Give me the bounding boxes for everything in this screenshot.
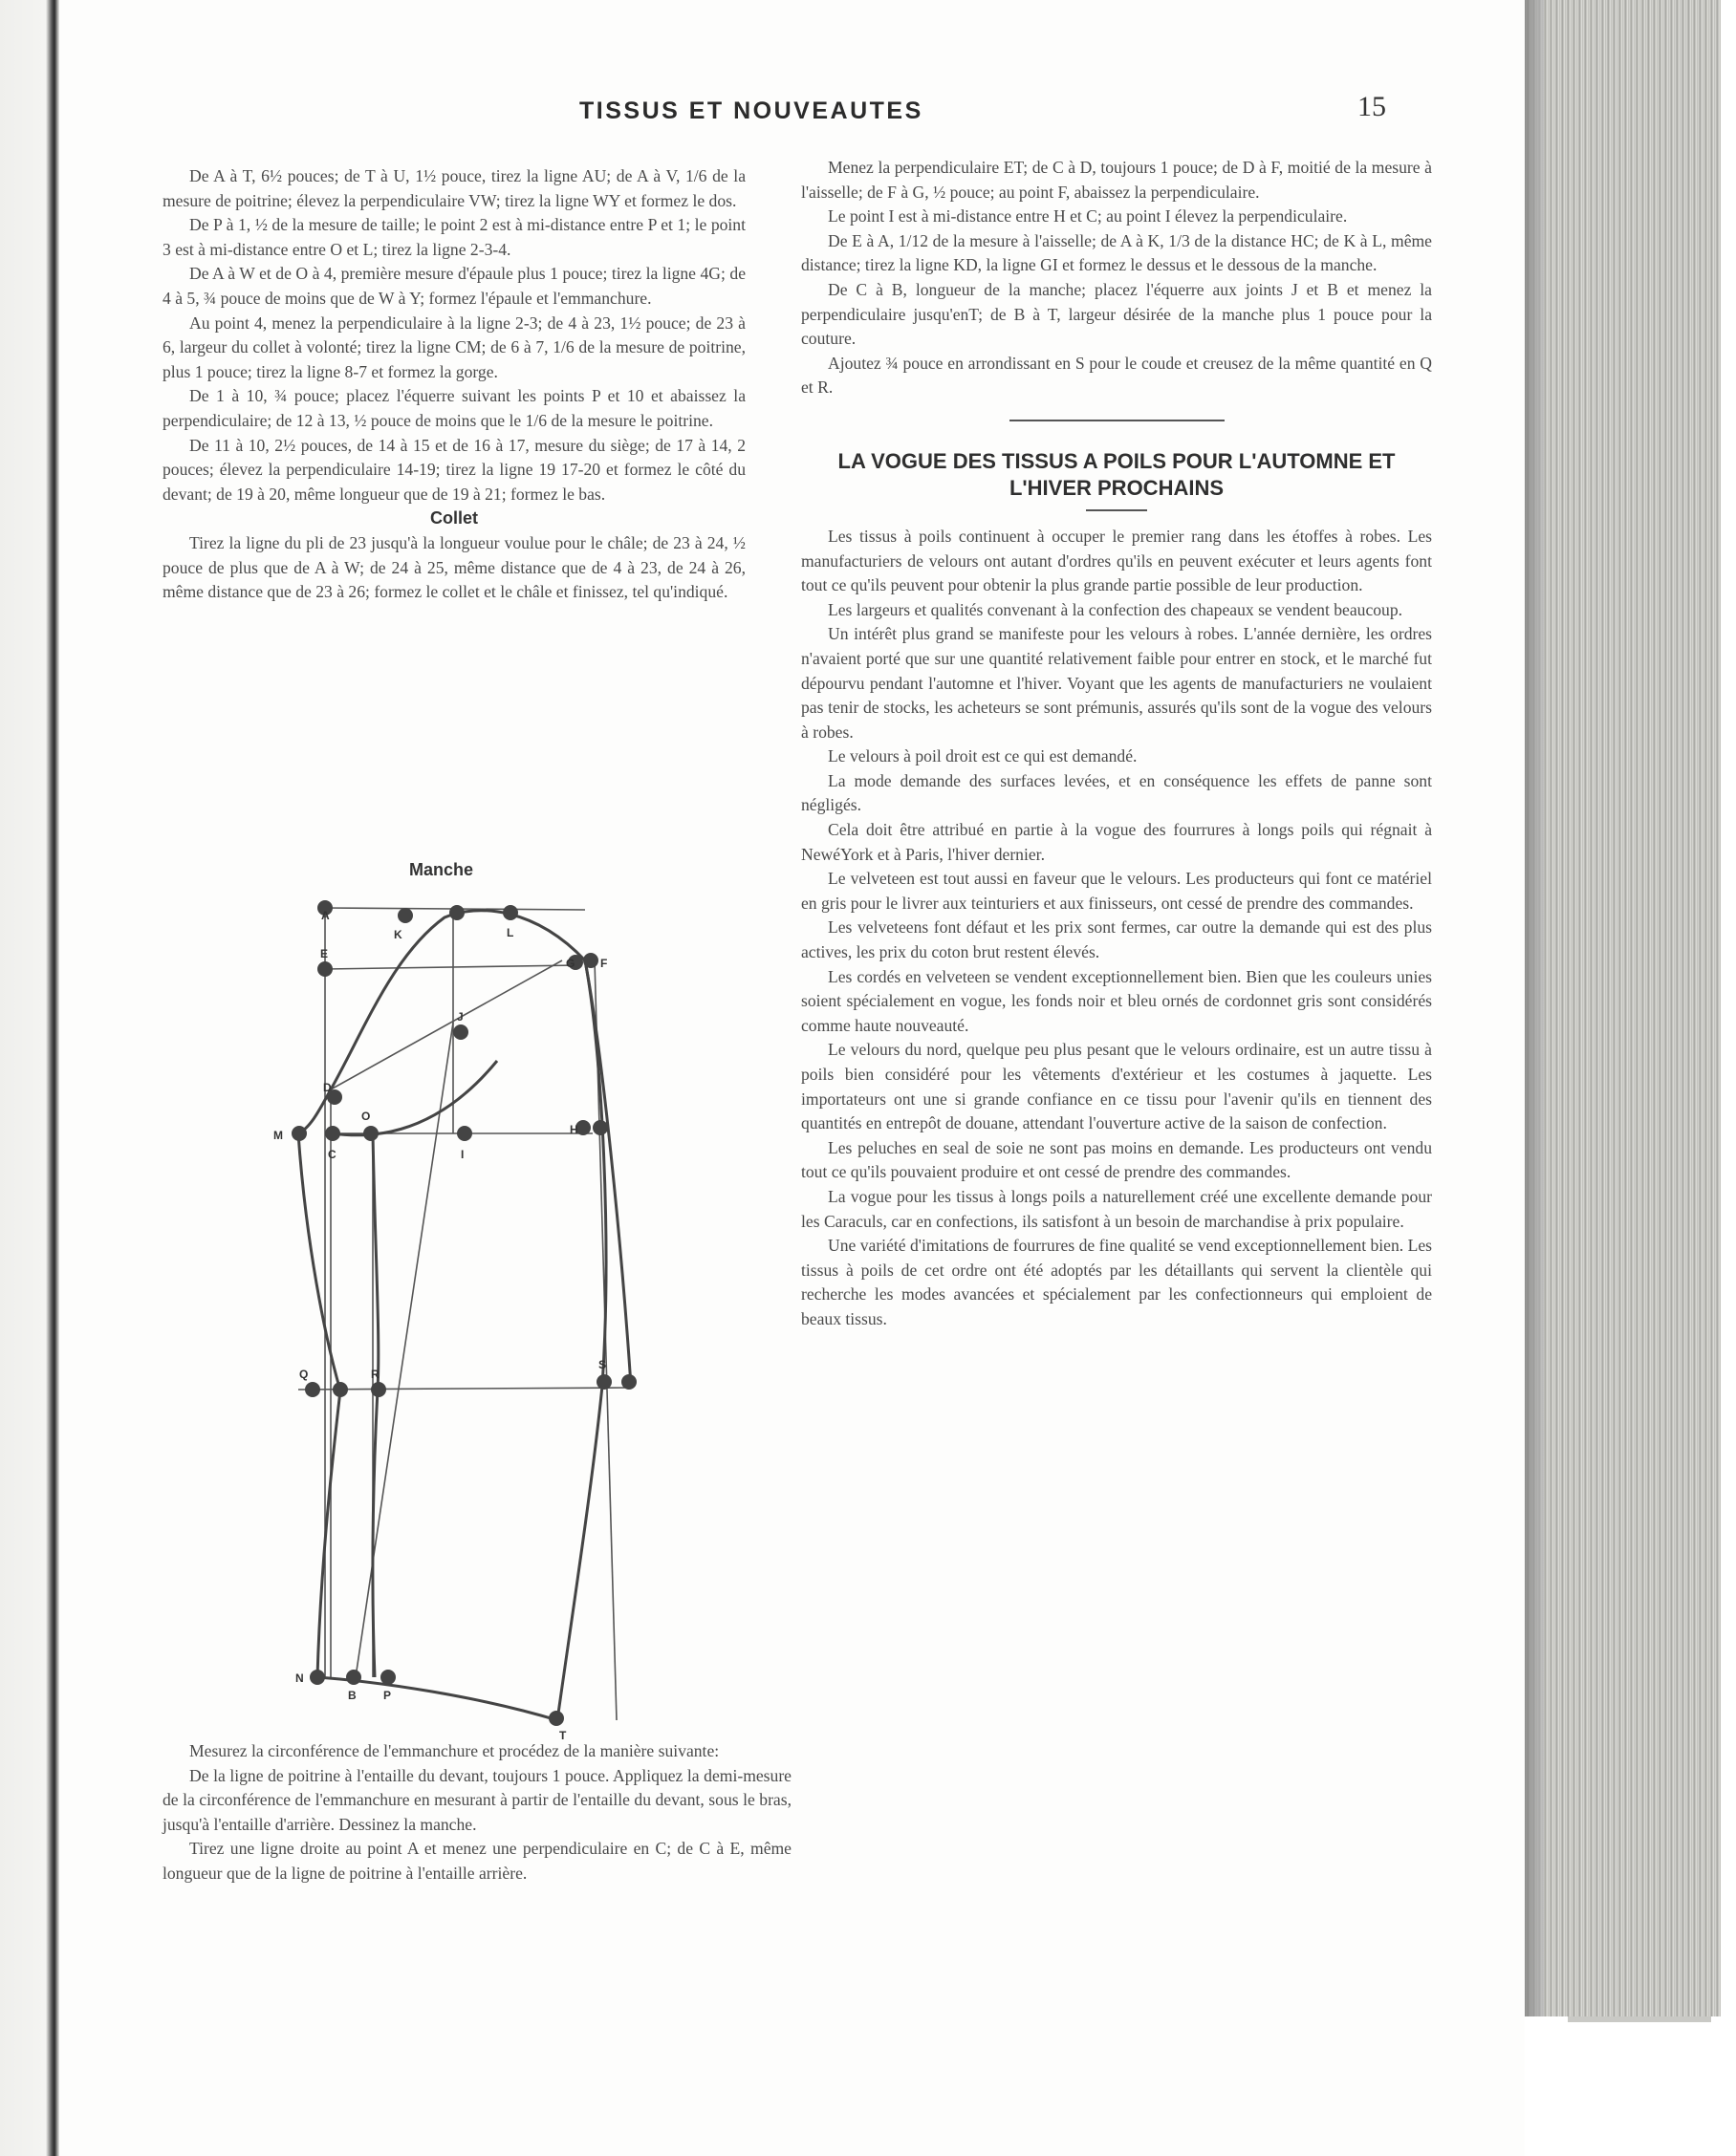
book-page-edges: [1525, 0, 1721, 2016]
paragraph: Le velours du nord, quelque peu plus pesant que le velours ordinaire, est un autre tissu à poils bien considéré pour les vêtements d'extérieur et les costumes à jaquette. Les importateurs ont une si grande confiance en ce tissu pour l'avenir qu'ils en tiennent des quantités en entrepôt de douane, attendant l'ouverture active de la saison de confection.: [801, 1040, 1432, 1133]
sleeve-pattern-diagram: [268, 894, 669, 1742]
paragraph: Au point 4, menez la perpendiculaire à la ligne 2-3; de 4 à 23, 1½ pouce; de 23 à 6, largeur du collet à volonté; tirez la ligne CM; de 6 à 7, 1/6 de la mesure de poitrine, plus 1 pouce; tirez la ligne 8-7 et formez la gorge.: [163, 313, 746, 381]
point-label-k: K: [394, 928, 402, 941]
paragraph: De C à B, longueur de la manche; placez l'équerre aux joints J et B et menez la perpendiculaire jusqu'enT; de B à T, largeur désirée de la manche plus 1 pouce pour la couture.: [801, 279, 1432, 349]
paragraph: Tirez une ligne droite au point A et menez une perpendiculaire en C; de C à E, même longueur que de la ligne de poitrine à l'entaille arrière.: [163, 1839, 792, 1883]
left-column: [163, 164, 746, 605]
paragraph: Le velveteen est tout aussi en faveur que le velours. Les producteurs qui font ce matériel en gris pour le livrer aux teinturiers et aux finisseurs, ont cessé de prendre des commandes.: [801, 869, 1432, 913]
point-label-a: A: [321, 909, 330, 922]
point-label-r: R: [371, 1368, 380, 1381]
page-number: 15: [1357, 91, 1386, 122]
point-label-c: C: [328, 1148, 336, 1161]
point-label-d: D: [323, 1081, 332, 1094]
paragraph: Le velours à poil droit est ce qui est demandé.: [828, 746, 1138, 766]
paragraph: De 1 à 10, ¾ pouce; placez l'équerre suivant les points P et 10 et abaissez la perpendiculaire; de 12 à 13, ½ pouce de moins que le 1/6 de la mesure le poitrine.: [163, 386, 746, 430]
paragraph: Les largeurs et qualités convenant à la confection des chapeaux se vendent beaucoup.: [828, 599, 1403, 619]
point-label-p: P: [383, 1689, 392, 1702]
paragraph: Mesurez la circonférence de l'emmanchure et procédez de la manière suivante:: [189, 1741, 720, 1760]
paragraph: Menez la perpendiculaire ET; de C à D, toujours 1 pouce; de D à F, moitié de la mesure à l'aisselle; de F à G, ½ pouce; au point F, abaissez la perpendiculaire.: [801, 158, 1432, 202]
book-edge-shadow: [1525, 0, 1544, 2016]
paragraph: De P à 1, ½ de la mesure de taille; le point 2 est à mi-distance entre P et 1; le point 3 est à mi-distance entre O et L; tirez la ligne 2-3-4.: [163, 215, 746, 259]
paragraph: Une variété d'imitations de fourrures de fine qualité se vend exceptionnellement bien. Les tissus à poils de cet ordre ont été adoptés par les détaillants qui servent la clientèle qui recherche les modes avancées et spécialement par les confectionneurs qui emploient de beaux tissus.: [801, 1236, 1432, 1328]
point-label-q: Q: [299, 1368, 309, 1381]
left-column-bottom: [163, 1739, 792, 1886]
point-label-i: I: [461, 1148, 465, 1161]
paragraph: De E à A, 1/12 de la mesure à l'aisselle; de A à K, 1/3 de la distance HC; de K à L, même distance; tirez la ligne KD, la ligne GI et formez le dessus et le dessous de la manche.: [801, 230, 1432, 275]
point-label-t: T: [559, 1729, 567, 1742]
paragraph: Les tissus à poils continuent à occuper le premier rang dans les étoffes à robes. Les manufacturiers de velours ont autant d'ordres qu'ils en peuvent exécuter et leurs agents font tout ce qu'ils peuvent pour obtenir la plus grande partie possible de leur production.: [801, 526, 1432, 595]
point-label-b: B: [348, 1689, 357, 1702]
point-label-o: O: [361, 1110, 371, 1123]
article-title: LA VOGUE DES TISSUS A POILS POUR L'AUTOMNE ET L'HIVER PROCHAINS: [837, 448, 1396, 500]
point-label-h: H: [570, 1123, 578, 1136]
point-label-s: S: [598, 1358, 607, 1371]
right-column: [801, 156, 1432, 1332]
paragraph: Les velveteens font défaut et les prix sont fermes, car outre la demande qui est des plus actives, les prix du coton brut restent élevés.: [801, 917, 1432, 962]
paragraph: De A à W et de O à 4, première mesure d'épaule plus 1 pouce; tirez la ligne 4G; de 4 à 5, ¾ pouce de moins que de W à Y; formez l'épaule et l'emmanchure.: [163, 264, 746, 308]
running-header-title: TISSUS ET NOUVEAUTES: [579, 97, 923, 124]
paragraph: La mode demande des surfaces levées, et en conséquence les effets de panne sont négligés.: [801, 770, 1432, 815]
title-underline: [1086, 509, 1147, 511]
point-label-e: E: [320, 947, 329, 960]
point-label-n: N: [295, 1671, 304, 1685]
paragraph: Un intérêt plus grand se manifeste pour les velours à robes. L'année dernière, les ordres n'avaient porté que sur une quantité relativement faible pour entrer en stock, et le marché fut dépourvu pendant l'automne et l'hiver. Voyant que les agents de manufacturiers ne voulaient pas tenir de stocks, les acheteurs se sont prémunis, assurés qu'ils sont de la vogue des velours à robes.: [801, 624, 1432, 742]
section-divider: [1009, 420, 1225, 421]
paragraph: De la ligne de poitrine à l'entaille du devant, toujours 1 pouce. Appliquez la demi-mesure de la circonférence de l'emmanchure en mesurant à partir de l'entaille du devant, sous le bras, jusqu'à l'entaille d'arrière. Dessinez la manche.: [163, 1765, 792, 1834]
paragraph: Les cordés en velveteen se vendent exceptionnellement bien. Bien que les couleurs unies soient spécialement en vogue, les fonds noir et bleu ornés de cordonnet gris sont considérés comme haute nouveauté.: [801, 966, 1432, 1035]
book-edge-bottom: [1568, 2016, 1711, 2022]
point-label-f: F: [600, 957, 608, 970]
diagram-heading: Manche: [409, 860, 474, 879]
paragraph: La vogue pour les tissus à longs poils a naturellement créé une excellente demande pour les Caraculs, car en confections, ils satisfont à un besoin de marchandise à prix populaire.: [801, 1186, 1432, 1231]
collet-heading: Collet: [429, 508, 478, 528]
paragraph: Cela doit être attribué en partie à la vogue des fourrures à longs poils qui régnait à NewéYork et à Paris, l'hiver dernier.: [801, 820, 1432, 864]
paragraph: Le point I est à mi-distance entre H et C; au point I élevez la perpendiculaire.: [828, 206, 1348, 226]
book-gutter-left: [0, 0, 59, 2156]
point-label-g: G: [566, 957, 575, 970]
point-label-j: J: [457, 1010, 464, 1024]
paragraph: Ajoutez ¾ pouce en arrondissant en S pour le coude et creusez de la même quantité en Q et R.: [801, 353, 1432, 398]
paragraph: Les peluches en seal de soie ne sont pas moins en demande. Les producteurs ont vendu tout ce qu'ils pouvaient produire et ont cessé de prendre des commandes.: [801, 1137, 1432, 1182]
paragraph: De 11 à 10, 2½ pouces, de 14 à 15 et de 16 à 17, mesure du siège; de 17 à 14, 2 pouces; élevez la perpendiculaire 14-19; tirez la ligne 19 17-20 et formez le côté du devant; de 19 à 20, même longueur que de 19 à 21; formez le bas.: [163, 435, 746, 504]
point-label-l: L: [507, 926, 514, 939]
point-label-m: M: [273, 1129, 283, 1142]
paragraph: Tirez la ligne du pli de 23 jusqu'à la longueur voulue pour le châle; de 23 à 24, ½ pouce de plus que de A à W; de 24 à 25, même distance que de 4 à 23, de 24 à 26, même distance que de 23 à 26; formez le collet et le châle et finissez, tel qu'indiqué.: [163, 532, 746, 602]
paragraph: De A à T, 6½ pouces; de T à U, 1½ pouce, tirez la ligne AU; de A à V, 1/6 de la mesure de poitrine; élevez la perpendiculaire VW; tirez la ligne WY et formez le dos.: [163, 166, 746, 210]
